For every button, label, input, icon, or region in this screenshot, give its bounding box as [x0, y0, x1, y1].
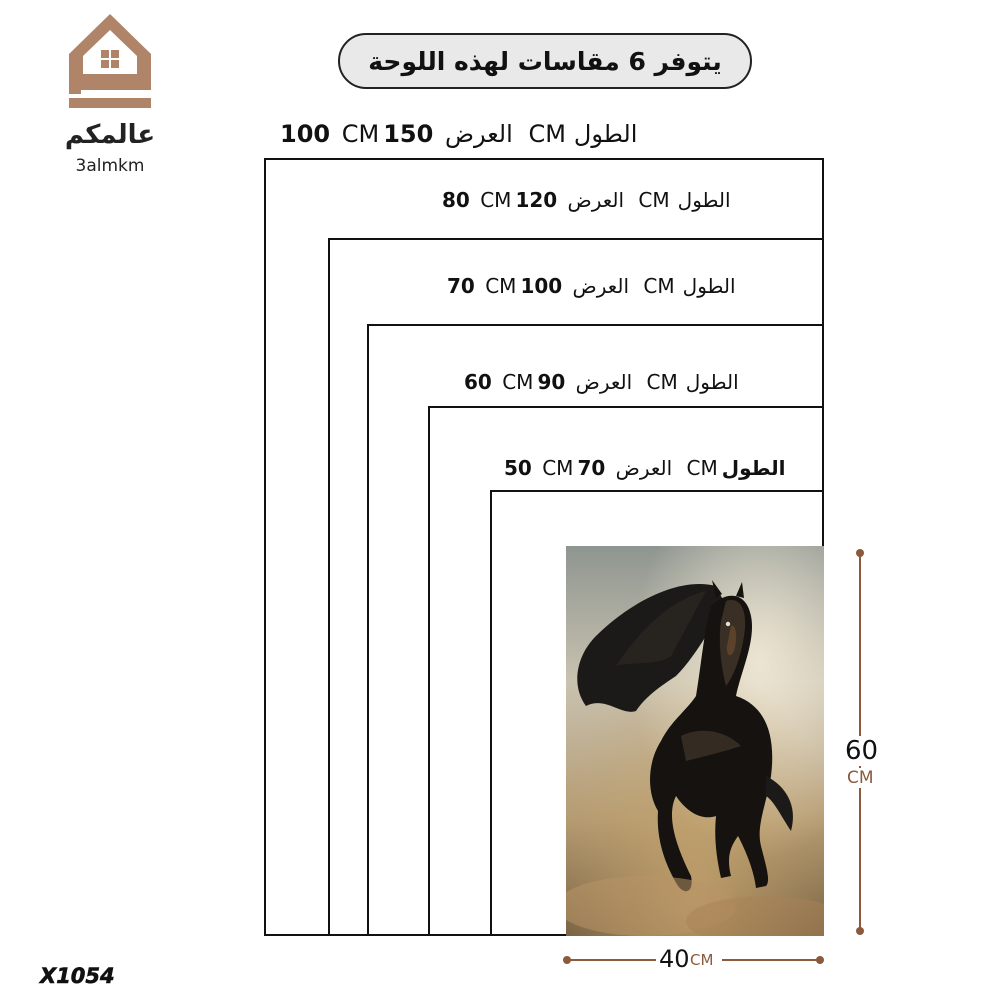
width-value: 40 [659, 945, 690, 973]
height-dimension-bottom-dot [856, 927, 864, 935]
height-value: 60 [845, 736, 879, 766]
brand-name-arabic: عالمكم [64, 120, 156, 150]
height-dimension-top-dot [856, 549, 864, 557]
size-label-100x70: 70 CM العرض 100 CM الطول [447, 274, 736, 298]
product-code: X1054 [40, 964, 115, 988]
brand-logo [55, 12, 165, 176]
black-horse-painting [566, 546, 824, 936]
size-label-90x60: 60 CM العرض 90 CM الطول [464, 370, 739, 394]
width-dimension-right-dot [816, 956, 824, 964]
width-dimension-left-dot [563, 956, 571, 964]
size-label-70x50: 50 CM العرض 70 CM الطول [504, 456, 786, 480]
house-icon [67, 12, 153, 112]
height-unit: CM [847, 768, 874, 788]
width-dimension-line-right [722, 959, 822, 961]
brand-name-latin: 3almkm [75, 156, 145, 176]
width-unit: CM [690, 951, 714, 969]
width-dimension-line-left [568, 959, 656, 961]
size-label-150x100: 100 CM العرض 150 CM الطول [280, 120, 638, 148]
sizes-available-banner: يتوفر 6 مقاسات لهذه اللوحة [338, 33, 752, 89]
size-label-120x80: 80 CM العرض 120 CM الطول [442, 188, 731, 212]
